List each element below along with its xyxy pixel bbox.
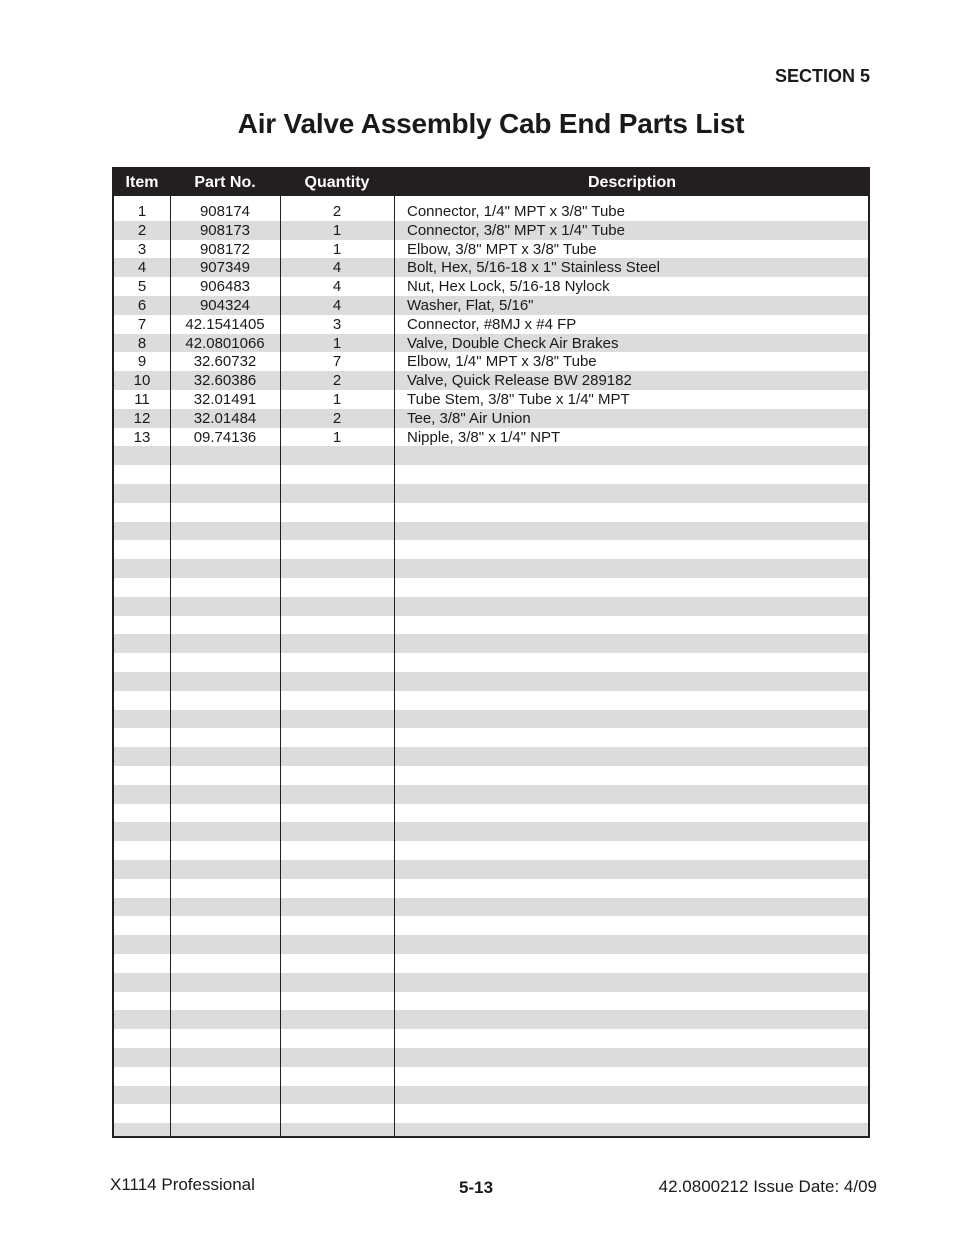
- cell-description: Washer, Flat, 5/16": [407, 297, 534, 314]
- cell-description: Tee, 3/8" Air Union: [407, 409, 531, 427]
- cell-quantity: 1: [332, 240, 342, 258]
- table-row: [114, 785, 868, 804]
- table-row: [114, 841, 868, 860]
- table-row: [114, 1104, 868, 1123]
- table-row: [114, 465, 868, 484]
- table-row: [114, 954, 868, 973]
- cell-quantity: 7: [332, 353, 342, 371]
- column-divider: [170, 196, 171, 1136]
- table-row: [114, 371, 868, 390]
- cell-part-no: 42.1541405: [185, 315, 265, 333]
- table-row: [114, 334, 868, 353]
- cell-description: Elbow, 1/4" MPT x 3/8" Tube: [407, 353, 597, 371]
- footer-page-number: 5-13: [459, 1178, 494, 1197]
- table-row: [114, 1086, 868, 1105]
- table-row: [114, 1067, 868, 1086]
- table-row: [114, 503, 868, 522]
- cell-description: Connector, 1/4" MPT x 3/8" Tube: [407, 203, 625, 220]
- cell-description: Valve, Double Check Air Brakes: [407, 334, 619, 352]
- section-label: SECTION 5: [774, 66, 870, 86]
- cell-part-no: 904324: [199, 297, 251, 314]
- cell-quantity: 4: [332, 278, 342, 296]
- cell-part-no: 09.74136: [193, 428, 257, 446]
- table-row: [114, 221, 868, 240]
- table-row: [114, 1123, 868, 1138]
- cell-description: Valve, Quick Release BW 289182: [407, 372, 632, 390]
- table-row: [114, 202, 868, 221]
- table-row: [114, 409, 868, 428]
- table-row: [114, 728, 868, 747]
- cell-item: 13: [133, 428, 151, 446]
- table-row: [114, 672, 868, 691]
- cell-part-no: 32.01491: [193, 391, 257, 408]
- cell-description: Connector, #8MJ x #4 FP: [407, 315, 577, 333]
- table-row: [114, 277, 868, 296]
- table-row: [114, 578, 868, 597]
- cell-description: Elbow, 3/8" MPT x 3/8" Tube: [407, 240, 597, 258]
- cell-quantity: 2: [332, 372, 342, 390]
- table-row: [114, 540, 868, 559]
- cell-quantity: 1: [332, 221, 342, 239]
- cell-quantity: 4: [332, 259, 342, 277]
- column-header-description: Description: [587, 174, 676, 191]
- table-row: [114, 522, 868, 541]
- table-row: [114, 296, 868, 315]
- cell-quantity: 2: [332, 409, 342, 427]
- cell-item: 12: [133, 409, 151, 427]
- table-row: [114, 992, 868, 1011]
- table-row: [114, 634, 868, 653]
- cell-part-no: 907349: [199, 259, 251, 277]
- cell-part-no: 42.0801066: [185, 334, 265, 352]
- cell-item: 6: [137, 297, 147, 314]
- cell-part-no: 908174: [199, 203, 251, 220]
- cell-description: Nipple, 3/8" x 1/4" NPT: [407, 428, 561, 446]
- table-row: [114, 710, 868, 729]
- table-row: [114, 597, 868, 616]
- table-row: [114, 240, 868, 259]
- cell-quantity: 1: [332, 391, 342, 408]
- cell-description: Connector, 3/8" MPT x 1/4" Tube: [407, 221, 625, 239]
- cell-item: 2: [137, 221, 147, 239]
- cell-item: 7: [137, 315, 147, 333]
- cell-item: 11: [134, 391, 150, 408]
- cell-item: 4: [137, 259, 147, 277]
- column-header-item: Item: [125, 174, 159, 191]
- cell-quantity: 1: [332, 334, 342, 352]
- cell-part-no: 908172: [199, 240, 251, 258]
- table-row: [114, 446, 868, 465]
- table-row: [114, 1010, 868, 1029]
- cell-part-no: 32.01484: [193, 409, 257, 427]
- table-row: [114, 1029, 868, 1048]
- parts-table: [112, 167, 870, 1138]
- cell-description: Bolt, Hex, 5/16-18 x 1" Stainless Steel: [407, 259, 660, 277]
- table-row: [114, 879, 868, 898]
- column-header-quantity: Quantity: [304, 174, 370, 191]
- cell-description: Nut, Hex Lock, 5/16-18 Nylock: [407, 278, 610, 296]
- table-row: [114, 484, 868, 503]
- table-row: [114, 653, 868, 672]
- table-row: [114, 559, 868, 578]
- cell-quantity: 3: [332, 315, 342, 333]
- cell-item: 5: [137, 278, 147, 296]
- cell-part-no: 908173: [199, 221, 251, 239]
- cell-part-no: 32.60732: [193, 353, 257, 371]
- table-row: [114, 616, 868, 635]
- cell-description: Tube Stem, 3/8" Tube x 1/4" MPT: [407, 391, 630, 408]
- table-row: [114, 258, 868, 277]
- column-divider: [394, 196, 395, 1136]
- table-row: [114, 804, 868, 823]
- cell-quantity: 4: [332, 297, 342, 314]
- column-divider: [280, 196, 281, 1136]
- cell-quantity: 1: [332, 428, 342, 446]
- table-header: [114, 169, 868, 196]
- cell-item: 1: [137, 203, 147, 220]
- cell-item: 8: [137, 334, 147, 352]
- footer-product: X1114 Professional: [110, 1175, 255, 1194]
- table-row: [114, 352, 868, 371]
- cell-item: 9: [137, 353, 147, 371]
- table-row: [114, 935, 868, 954]
- table-row: [114, 1048, 868, 1067]
- footer-document-info: 42.0800212 Issue Date: 4/09: [658, 1177, 877, 1196]
- table-row: [114, 973, 868, 992]
- table-row: [114, 822, 868, 841]
- cell-part-no: 906483: [199, 278, 251, 296]
- cell-item: 3: [137, 240, 147, 258]
- table-row: [114, 860, 868, 879]
- cell-part-no: 32.60386: [193, 372, 257, 390]
- column-header-part-no: Part No.: [194, 174, 256, 191]
- page-title: Air Valve Assembly Cab End Parts List: [237, 108, 745, 139]
- table-row: [114, 428, 868, 447]
- table-row: [114, 747, 868, 766]
- cell-item: 10: [133, 372, 151, 390]
- table-row: [114, 390, 868, 409]
- table-row: [114, 916, 868, 935]
- cell-quantity: 2: [332, 203, 342, 220]
- table-row: [114, 898, 868, 917]
- table-row: [114, 691, 868, 710]
- table-row: [114, 315, 868, 334]
- table-row: [114, 766, 868, 785]
